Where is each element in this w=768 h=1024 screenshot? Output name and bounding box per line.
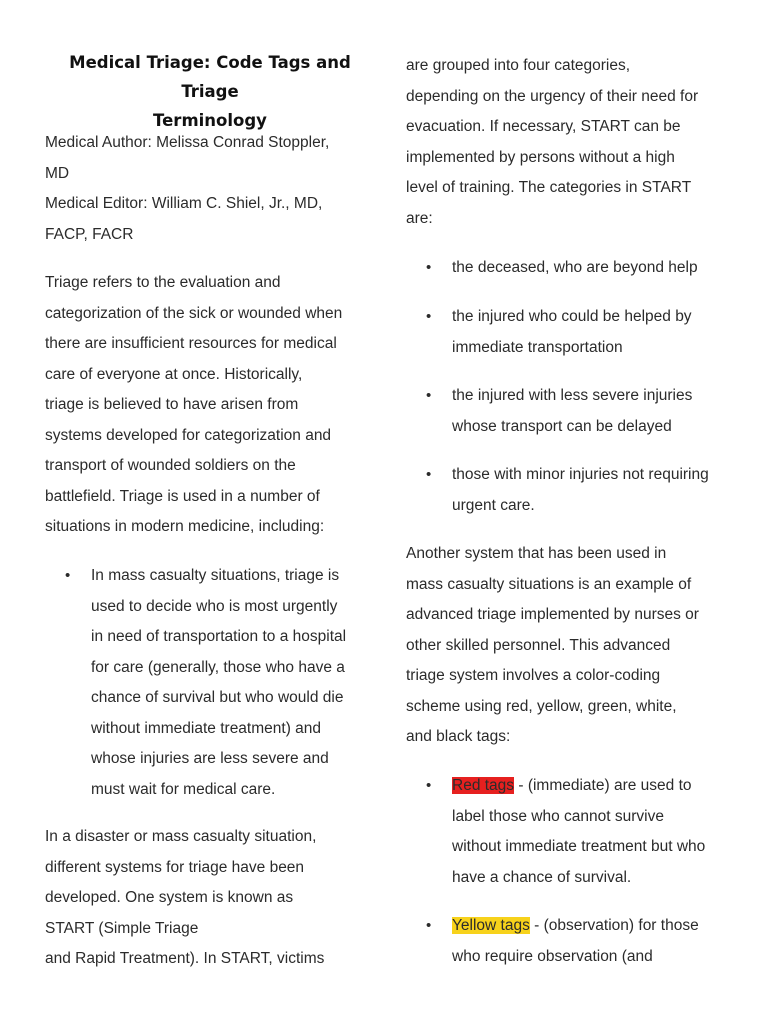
advanced-triage-paragraph — [406, 539, 699, 753]
paragraph-line: and black tags: — [406, 728, 511, 745]
list-item-line: have a chance of survival. — [452, 868, 632, 886]
list-item-line: in need of transportation to a hospital — [91, 628, 347, 645]
list-item-line: without immediate treatment but who — [452, 838, 706, 855]
start-intro-paragraph — [406, 51, 698, 234]
list-item-line: those with minor injuries not requiring — [452, 466, 709, 483]
paragraph-line: are: — [406, 209, 433, 227]
list-item-line — [452, 911, 699, 942]
list-item-line: must wait for medical care. — [91, 780, 276, 798]
paragraph-line: implemented by persons without a high — [406, 148, 675, 166]
author-credits — [45, 128, 329, 250]
paragraph-line: depending on the urgency of their need for — [406, 87, 699, 105]
list-item-line: label those who cannot survive — [452, 807, 664, 825]
editor-line: FACP, FACR — [45, 225, 134, 243]
list-item-line — [452, 771, 705, 802]
title-line-2: Terminology — [153, 111, 267, 130]
paragraph-line: triage is believed to have arisen from — [45, 396, 299, 413]
list-item-line: the deceased, who are beyond help — [452, 259, 698, 276]
color-tags-list — [406, 911, 699, 972]
paragraph-line: mass casualty situations is an example of — [406, 575, 692, 593]
red-tag-description: - (immediate) are used to — [514, 777, 692, 794]
paragraph-line: START (Simple Triage — [45, 919, 199, 937]
paragraph-line: other skilled personnel. This advanced — [406, 636, 671, 654]
paragraph-line: categorization of the sick or wounded when — [45, 304, 343, 322]
bullet-icon: • — [65, 567, 71, 584]
paragraph-line: developed. One system is known as — [45, 889, 294, 906]
list-item — [406, 460, 709, 521]
yellow-tag-item — [406, 911, 699, 972]
start-categories-list — [406, 253, 698, 284]
red-tag-item — [406, 771, 705, 893]
bullet-icon: • — [426, 466, 432, 483]
yellow-tag-highlight: Yellow tags — [452, 917, 530, 934]
list-item — [45, 561, 346, 805]
list-item-line: immediate transportation — [452, 338, 623, 356]
bullet-icon: • — [426, 259, 432, 276]
author-line: Medical Author: Melissa Conrad Stoppler, — [45, 134, 330, 151]
paragraph-line: scheme using red, yellow, green, white, — [406, 697, 677, 715]
list-item — [406, 302, 692, 363]
bullet-icon: • — [426, 308, 432, 325]
list-item-line: the injured with less severe injuries — [452, 387, 693, 404]
color-tags-list — [406, 771, 705, 893]
paragraph-line: systems developed for categorization and — [45, 426, 332, 444]
yellow-tag-description: - (observation) for those — [529, 917, 699, 934]
list-item-line: for care (generally, those who have a — [91, 658, 345, 676]
red-tag-highlight: Red tags — [452, 777, 515, 794]
list-item — [406, 253, 698, 284]
start-categories-list — [406, 302, 692, 363]
editor-line: Medical Editor: William C. Shiel, Jr., MD, — [45, 195, 323, 212]
paragraph-line: are grouped into four categories, — [406, 57, 631, 74]
paragraph-line: situations in modern medicine, including: — [45, 518, 325, 535]
title-line-1: Medical Triage: Code Tags and Triage — [69, 53, 351, 101]
paragraph-line: battlefield. Triage is used in a number of — [45, 487, 320, 505]
list-item-line: chance of survival but who would die — [91, 689, 344, 706]
list-item — [406, 381, 692, 442]
bullet-icon: • — [426, 387, 432, 404]
paragraph-line: evacuation. If necessary, START can be — [406, 118, 681, 135]
article-title — [45, 48, 375, 135]
paragraph-line: level of training. The categories in START — [406, 179, 692, 196]
paragraph-line: different systems for triage have been — [45, 858, 305, 876]
paragraph-line: and Rapid Treatment). In START, victims — [45, 950, 325, 967]
paragraph-line: there are insufficient resources for medical — [45, 335, 337, 352]
paragraph-line: triage system involves a color-coding — [406, 667, 661, 684]
start-categories-list — [406, 460, 709, 521]
mass-casualty-list — [45, 561, 346, 805]
list-item-line: used to decide who is most urgently — [91, 597, 338, 615]
list-item-line: whose injuries are less severe and — [91, 750, 329, 767]
list-item-line: In mass casualty situations, triage is — [91, 567, 340, 584]
list-item-line: who require observation (and — [452, 947, 653, 965]
intro-paragraph — [45, 268, 342, 543]
list-item-line: whose transport can be delayed — [452, 417, 672, 435]
paragraph-line: In a disaster or mass casualty situation, — [45, 828, 317, 845]
start-categories-list — [406, 381, 692, 442]
list-item-line: the injured who could be helped by — [452, 308, 692, 325]
paragraph-line: care of everyone at once. Historically, — [45, 365, 303, 383]
paragraph-line: advanced triage implemented by nurses or — [406, 606, 699, 623]
list-item-line: without immediate treatment) and — [91, 719, 322, 737]
disaster-paragraph — [45, 822, 324, 975]
paragraph-line: transport of wounded soldiers on the — [45, 457, 296, 474]
bullet-icon: • — [426, 917, 432, 934]
author-line: MD — [45, 164, 70, 182]
paragraph-line: Triage refers to the evaluation and — [45, 274, 281, 291]
list-item-line: urgent care. — [452, 496, 535, 514]
bullet-icon: • — [426, 777, 432, 794]
paragraph-line: Another system that has been used in — [406, 545, 667, 562]
